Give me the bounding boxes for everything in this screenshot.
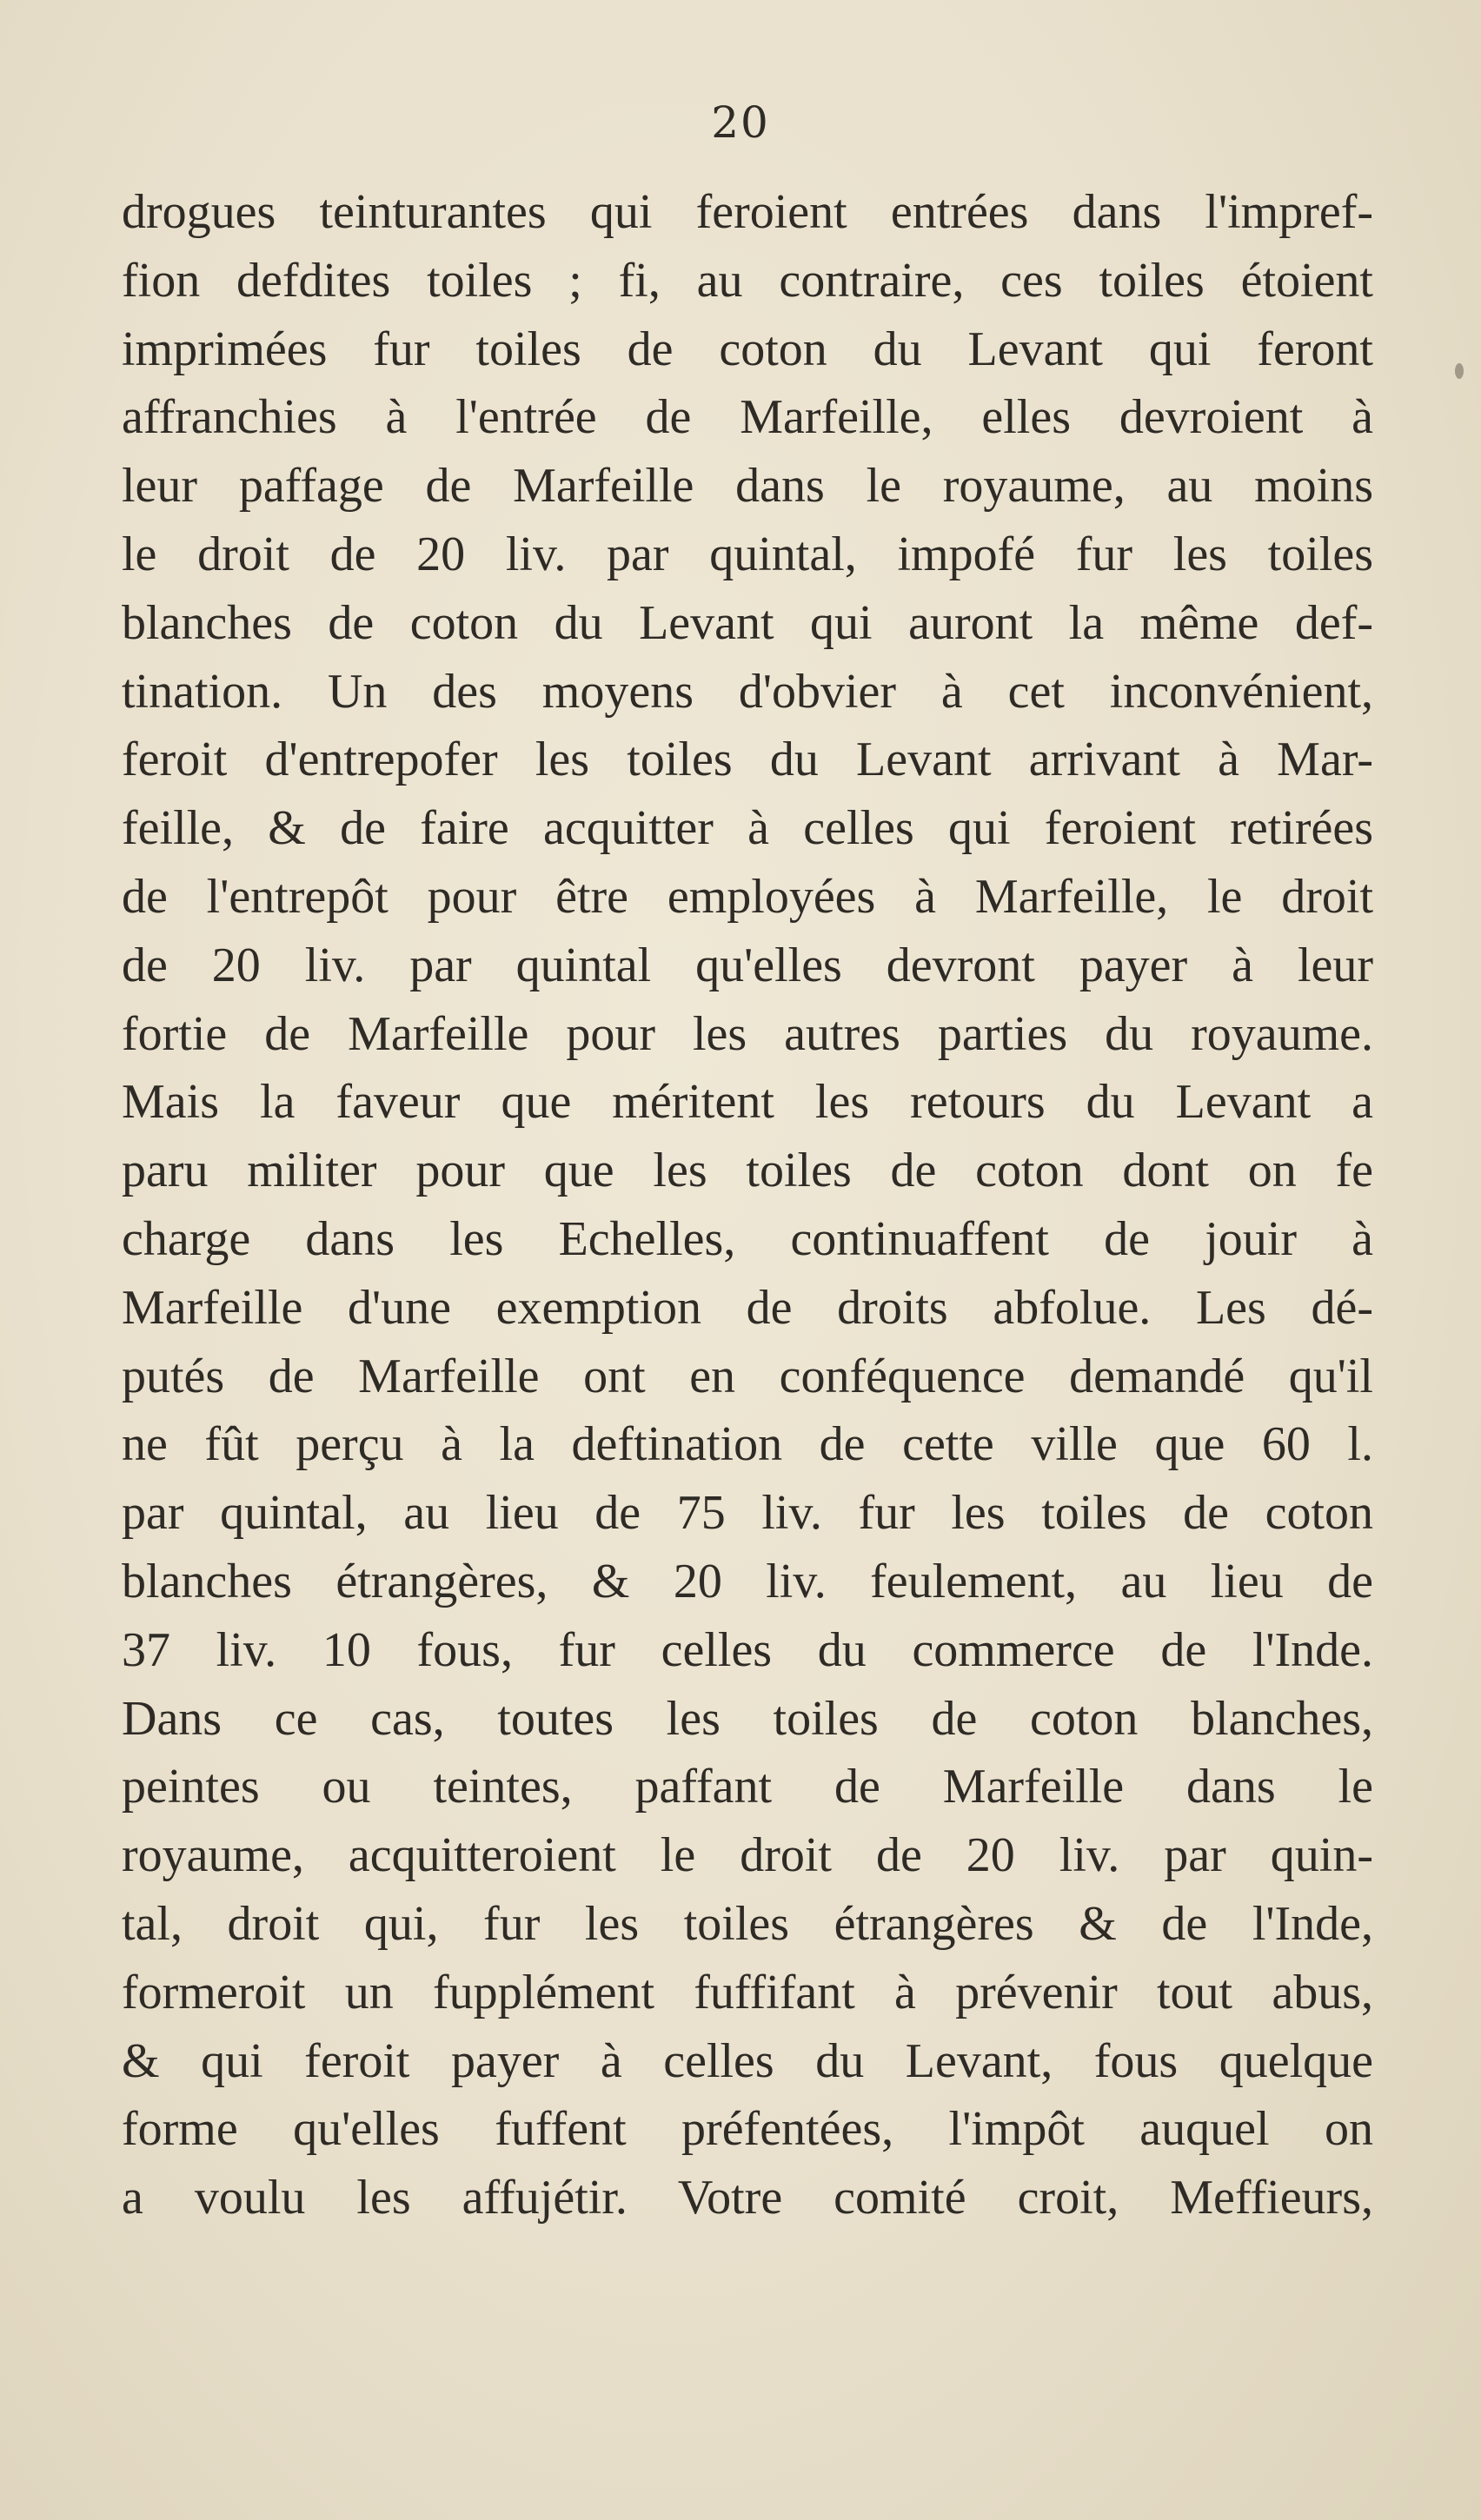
text-line: tal, droit qui, fur les toiles étrangères & de l'Inde, [122, 1896, 1373, 1951]
text-line: de l'entrepôt pour être employées à Marfeille, le droit [122, 869, 1373, 924]
text-line: forme qu'elles fuffent préfentées, l'impôt auquel on [122, 2102, 1373, 2157]
text-line: formeroit un fupplément fuffifant à prévenir tout abus, [122, 1965, 1373, 2019]
text-line: blanches étrangères, & 20 liv. feulement, au lieu de [122, 1554, 1373, 1608]
text-line: & qui feroit payer à celles du Levant, fous quelque [122, 2033, 1373, 2088]
text-line: putés de Marfeille ont en conféquence demandé qu'il [122, 1349, 1373, 1403]
text-line: feroit d'entrepofer les toiles du Levant arrivant à Mar- [122, 733, 1373, 787]
text-line: ne fût perçu à la deftination de cette ville que 60 l. [122, 1417, 1373, 1472]
text-line: drogues teinturantes qui feroient entrées dans l'impref- [122, 185, 1373, 239]
text-line: imprimées fur toiles de coton du Levant qui feront [122, 322, 1373, 376]
text-line: de 20 liv. par quintal qu'elles devront payer à leur [122, 938, 1373, 992]
text-line: fortie de Marfeille pour les autres parties du royaume. [122, 1006, 1373, 1061]
text-line: royaume, acquitteroient le droit de 20 liv. par quin- [122, 1828, 1373, 1883]
body-text [122, 178, 1373, 2232]
text-line: Dans ce cas, toutes les toiles de coton blanches, [122, 1691, 1373, 1746]
text-line: feille, & de faire acquitter à celles qui feroient retirées [122, 801, 1373, 856]
text-line: tination. Un des moyens d'obvier à cet inconvénient, [122, 664, 1373, 719]
ink-spot [1455, 363, 1464, 379]
page-number: 20 [711, 97, 770, 148]
text-line: a voulu les affujétir. Votre comité croit, Meffieurs, [122, 2171, 1373, 2225]
text-line: le droit de 20 liv. par quintal, impofé fur les toiles [122, 527, 1373, 581]
text-line: peintes ou teintes, paffant de Marfeille dans le [122, 1760, 1373, 1814]
text-line: Marfeille d'une exemption de droits abfolue. Les dé- [122, 1280, 1373, 1335]
text-line: Mais la faveur que méritent les retours du Levant a [122, 1075, 1373, 1130]
text-line: paru militer pour que les toiles de coton dont on fe [122, 1144, 1373, 1198]
text-line: fion defdites toiles ; fi, au contraire, ces toiles étoient [122, 253, 1373, 308]
text-line: blanches de coton du Levant qui auront la même def- [122, 595, 1373, 650]
text-line: charge dans les Echelles, continuaffent de jouir à [122, 1211, 1373, 1266]
text-line: affranchies à l'entrée de Marfeille, elles devroient à [122, 390, 1373, 445]
text-line: 37 liv. 10 fous, fur celles du commerce de l'Inde. [122, 1622, 1373, 1677]
text-line: leur paffage de Marfeille dans le royaume, au moins [122, 459, 1373, 514]
text-line: par quintal, au lieu de 75 liv. fur les toiles de coton [122, 1486, 1373, 1541]
